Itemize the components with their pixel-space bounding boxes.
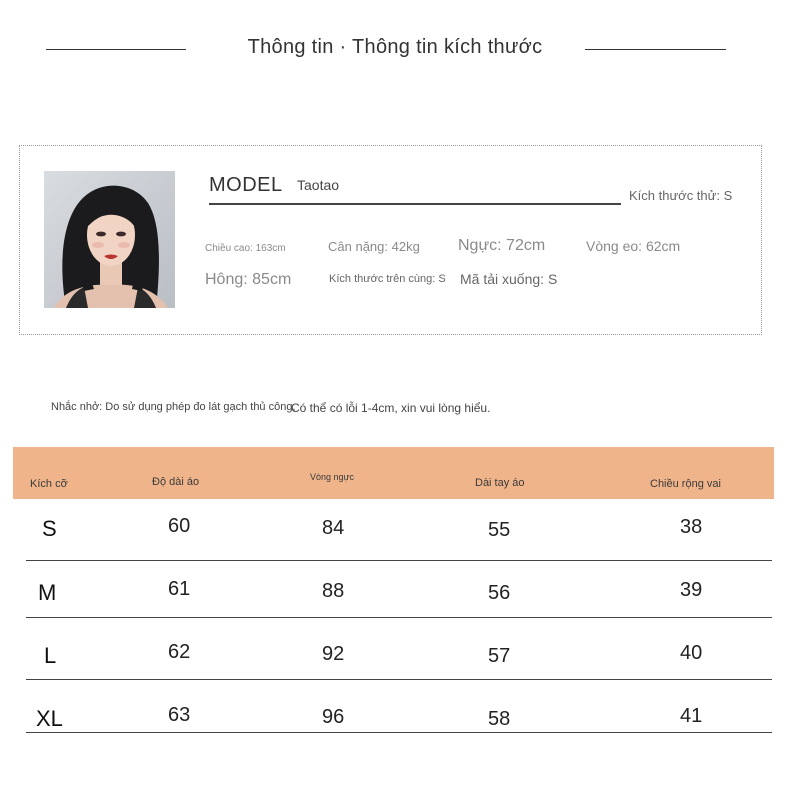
table-cell-bust: 84 bbox=[322, 517, 345, 539]
page-title: Thông tin · Thông tin kích thước bbox=[247, 36, 543, 58]
table-cell-length: 62 bbox=[168, 641, 191, 663]
model-bust: Ngực: 72cm bbox=[458, 237, 546, 254]
table-cell-length: 63 bbox=[168, 704, 191, 726]
table-cell-bust: 88 bbox=[322, 580, 345, 602]
reminder-note-part1: Nhắc nhở: Do sử dụng phép đo lát gạch thủ công, bbox=[51, 401, 296, 413]
table-cell-bust: 92 bbox=[322, 643, 345, 665]
table-cell-bust: 96 bbox=[322, 706, 345, 728]
model-photo-image bbox=[44, 171, 175, 308]
model-bottom-size: Mã tải xuống: S bbox=[460, 271, 558, 287]
table-cell-sleeve: 58 bbox=[488, 708, 511, 730]
table-cell-size: M bbox=[38, 580, 57, 605]
table-cell-shoulder: 38 bbox=[680, 516, 703, 538]
trial-size: Kích thước thử: S bbox=[629, 188, 733, 203]
table-cell-shoulder: 40 bbox=[680, 642, 703, 664]
header-sleeve: Dài tay áo bbox=[475, 477, 525, 489]
model-weight: Cân nặng: 42kg bbox=[328, 239, 420, 254]
table-cell-shoulder: 41 bbox=[680, 705, 703, 727]
table-cell-size: L bbox=[44, 643, 57, 668]
table-cell-size: XL bbox=[36, 706, 63, 731]
title-rule-right bbox=[585, 49, 726, 50]
row-divider bbox=[26, 617, 772, 618]
model-height: Chiều cao: 163cm bbox=[205, 243, 286, 254]
size-table-header bbox=[13, 447, 774, 499]
row-divider bbox=[26, 679, 772, 680]
table-cell-sleeve: 55 bbox=[488, 519, 511, 541]
table-cell-length: 61 bbox=[168, 578, 191, 600]
header-size: Kích cỡ bbox=[30, 478, 68, 490]
model-photo bbox=[44, 171, 175, 308]
header-shoulder: Chiều rộng vai bbox=[650, 478, 721, 490]
model-top-size: Kích thước trên cùng: S bbox=[329, 273, 446, 285]
model-name: Taotao bbox=[297, 177, 340, 193]
model-label: MODEL bbox=[209, 174, 283, 196]
table-cell-sleeve: 57 bbox=[488, 645, 511, 667]
header-bust: Vòng ngực bbox=[310, 472, 355, 482]
header-length: Độ dài áo bbox=[152, 476, 200, 488]
table-cell-shoulder: 39 bbox=[680, 579, 703, 601]
table-cell-length: 60 bbox=[168, 515, 191, 537]
model-hip: Hông: 85cm bbox=[205, 271, 292, 288]
table-cell-sleeve: 56 bbox=[488, 582, 511, 604]
reminder-note-part2: Có thể có lỗi 1-4cm, xin vui lòng hiểu. bbox=[291, 401, 491, 415]
row-divider bbox=[26, 732, 772, 733]
model-divider bbox=[209, 203, 621, 205]
model-waist: Vòng eo: 62cm bbox=[586, 238, 681, 254]
row-divider bbox=[26, 560, 772, 561]
table-cell-size: S bbox=[42, 516, 57, 541]
